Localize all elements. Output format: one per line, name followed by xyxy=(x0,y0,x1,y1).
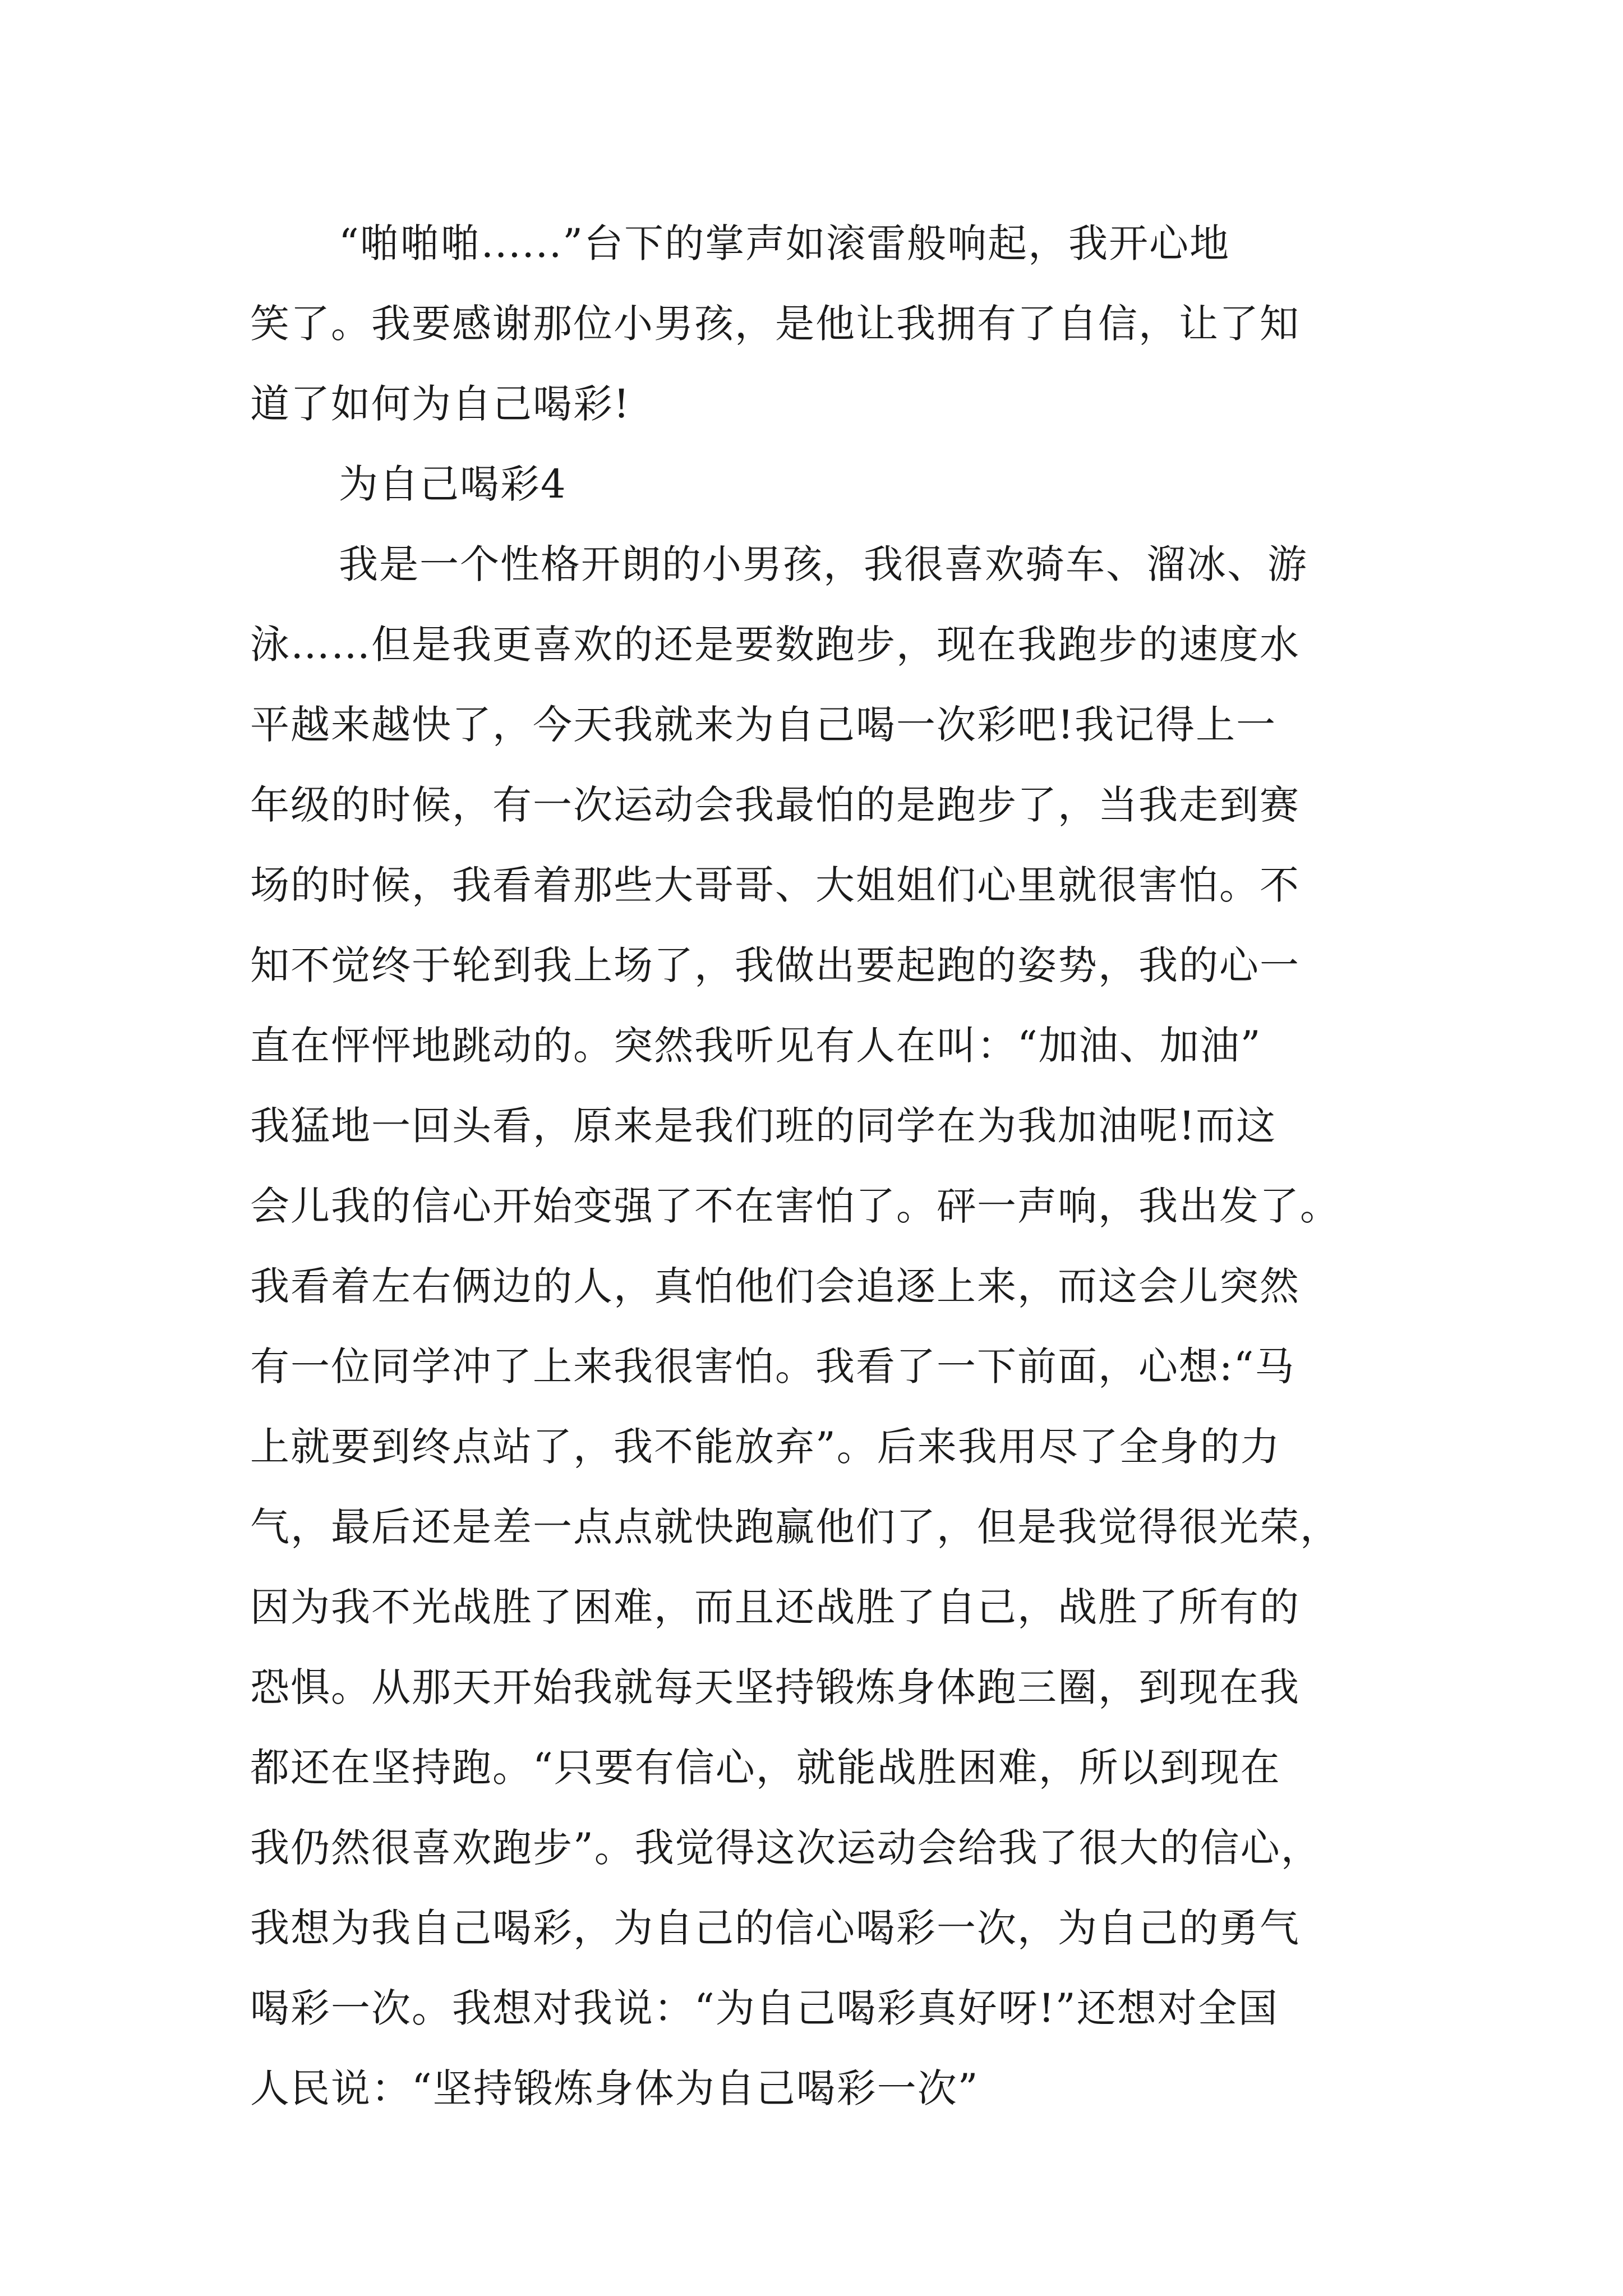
paragraph-line: 有一位同学冲了上来我很害怕。我看了一下前面，心想:“马 xyxy=(250,1343,1295,1389)
paragraph-line: 喝彩一次。我想对我说：“为自己喝彩真好呀!”还想对全国 xyxy=(250,1985,1279,2031)
paragraph-line: 直在怦怦地跳动的。突然我听见有人在叫：“加油、加油” xyxy=(250,1023,1262,1069)
paragraph-line: 我看着左右俩边的人，真怕他们会追逐上来，而这会儿突然 xyxy=(250,1263,1300,1309)
paragraph-line: 恐惧。从那天开始我就每天坚持锻炼身体跑三圈，到现在我 xyxy=(250,1664,1300,1710)
paragraph-line: 会儿我的信心开始变强了不在害怕了。砰一声响，我出发了。 xyxy=(250,1183,1340,1229)
paragraph-line: 平越来越快了，今天我就来为自己喝一次彩吧!我记得上一 xyxy=(250,702,1277,748)
paragraph-line: 年级的时候，有一次运动会我最怕的是跑步了，当我走到赛 xyxy=(250,782,1300,828)
section-heading: 为自己喝彩4 xyxy=(339,461,567,507)
paragraph-line: 道了如何为自己喝彩! xyxy=(250,381,631,427)
paragraph-line: 泳……但是我更喜欢的还是要数跑步，现在我跑步的速度水 xyxy=(250,622,1300,668)
paragraph-line: 我仍然很喜欢跑步”。我觉得这次运动会给我了很大的信心， xyxy=(250,1825,1321,1871)
paragraph-line: 因为我不光战胜了困难，而且还战胜了自己，战胜了所有的 xyxy=(250,1584,1300,1630)
paragraph-line: 上就要到终点站了，我不能放弃”。后来我用尽了全身的力 xyxy=(250,1424,1281,1470)
paragraph-line: 我是一个性格开朗的小男孩，我很喜欢骑车、溜冰、游 xyxy=(339,541,1308,587)
paragraph-line: “啪啪啪......”台下的掌声如滚雷般响起，我开心地 xyxy=(339,220,1230,266)
paragraph-line: 人民说：“坚持锻炼身体为自己喝彩一次” xyxy=(250,2065,979,2111)
paragraph-line: 都还在坚持跑。“只要有信心，就能战胜困难，所以到现在 xyxy=(250,1745,1281,1791)
paragraph-line: 气，最后还是差一点点就快跑赢他们了，但是我觉得很光荣， xyxy=(250,1504,1340,1550)
paragraph-line: 知不觉终于轮到我上场了，我做出要起跑的姿势，我的心一 xyxy=(250,942,1300,988)
paragraph-line: 笑了。我要感谢那位小男孩，是他让我拥有了自信，让了知 xyxy=(250,301,1300,347)
paragraph-line: 我想为我自己喝彩，为自己的信心喝彩一次，为自己的勇气 xyxy=(250,1905,1300,1951)
paragraph-line: 我猛地一回头看，原来是我们班的同学在为我加油呢!而这 xyxy=(250,1103,1277,1149)
paragraph-line: 场的时候，我看着那些大哥哥、大姐姐们心里就很害怕。不 xyxy=(250,862,1300,908)
